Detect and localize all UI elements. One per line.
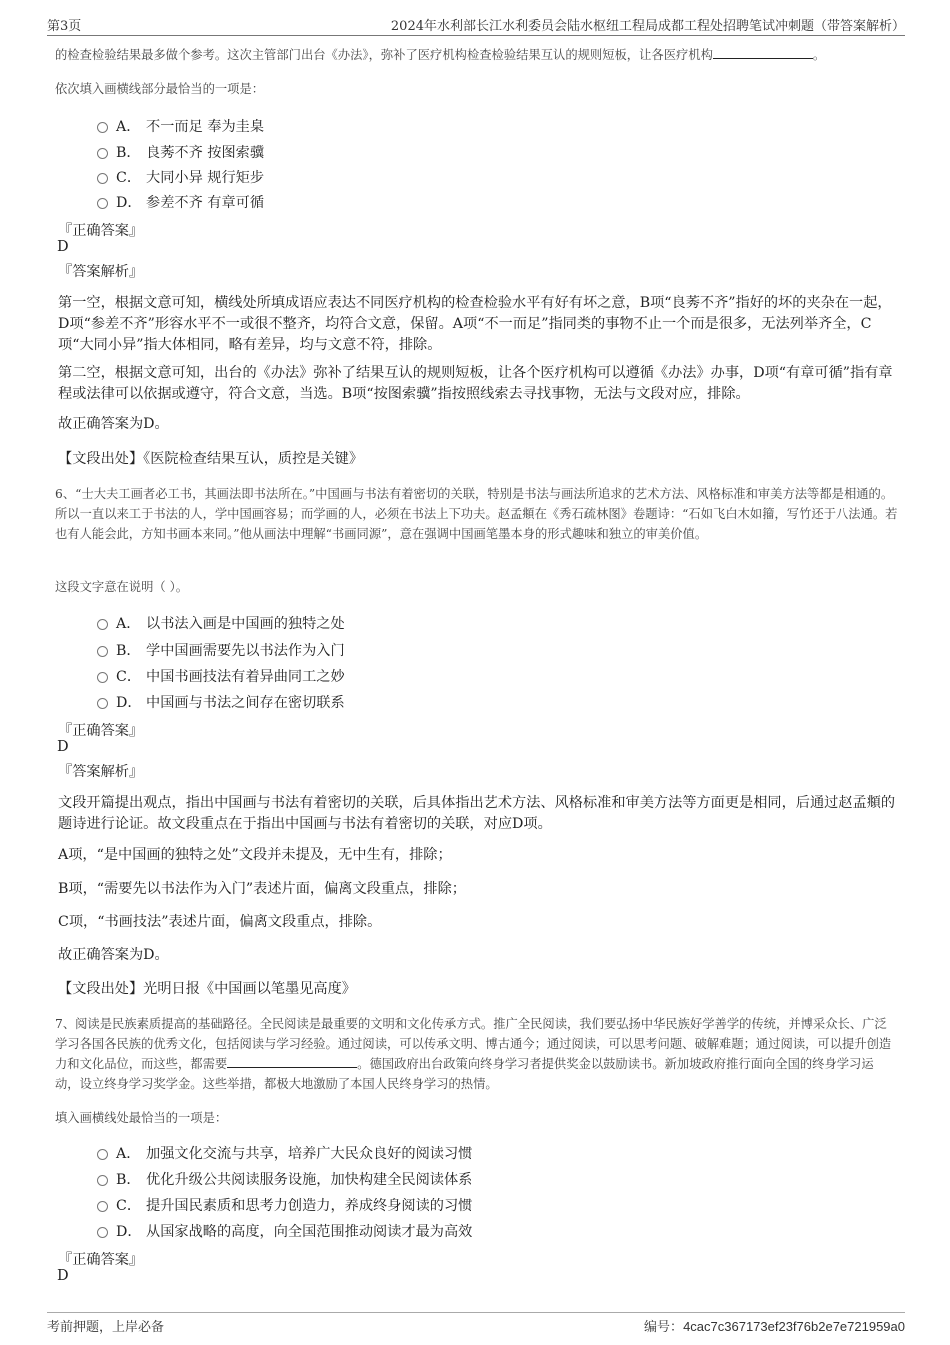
page-footer: [47, 1312, 905, 1335]
q7-blank: [227, 1055, 357, 1068]
page-number: 第3页: [47, 19, 82, 34]
q5-option-d[interactable]: D． 参差不齐 有章可循: [97, 192, 264, 212]
q5-analysis-1: 第一空，根据文意可知，横线处所填成语应表达不同医疗机构的检查检验水平有好有坏之意，B项“良莠不齐”指好的坏的夹杂在一起，D项“参差不齐”形容水平不一或很不整齐，均符合文意，保留。A项“不一而足”指同类的事物不止一个而是很多，无法列举齐全，C项“大同小异”指大体相同，略有差异，均与文意不符，排除。: [58, 295, 892, 353]
footer-slogan: 考前押题，上岸必备: [47, 1320, 165, 1335]
q6-option-d[interactable]: D． 中国画与书法之间存在密切联系: [97, 692, 345, 712]
radio-icon[interactable]: [97, 1227, 108, 1238]
radio-icon[interactable]: [97, 1149, 108, 1160]
document-code: 编号：4cac7c367173ef23f76b2e7e721959a0: [644, 1319, 905, 1335]
radio-icon[interactable]: [97, 122, 108, 133]
q6-option-b[interactable]: B． 学中国画需要先以书法作为入门: [97, 640, 345, 660]
q7-answer: D: [57, 1268, 69, 1284]
q6-option-a[interactable]: A． 以书法入画是中国画的独特之处: [97, 613, 345, 633]
q5-conclusion: 故正确答案为D。: [58, 416, 169, 432]
q6-option-c[interactable]: C． 中国书画技法有着异曲同工之妙: [97, 666, 345, 686]
q5-option-a[interactable]: A． 不一而足 奉为圭臬: [97, 116, 264, 136]
q6-prompt: 这段文字意在说明（ ）。: [55, 580, 189, 594]
q5-blank: [713, 46, 813, 59]
q6-analysis-c: C项，“书画技法”表述片面，偏离文段重点，排除。: [58, 914, 382, 930]
radio-icon[interactable]: [97, 646, 108, 657]
q6-answer: D: [57, 739, 69, 755]
q6-analysis-b: B项，“需要先以书法作为入门”表述片面，偏离文段重点，排除；: [58, 881, 466, 897]
document-title: 2024年水利部长江水利委员会陆水枢纽工程局成都工程处招聘笔试冲刺题（带答案解析）: [390, 19, 905, 34]
q5-option-b[interactable]: B． 良莠不齐 按图索骥: [97, 142, 264, 162]
q6-stem: 6、“士大夫工画者必工书，其画法即书法所在。”中国画与书法有着密切的关联，特别是书法与画法所追求的艺术方法、风格标准和审美方法等都是相通的。所以一直以来工于书法的人，学中国画容易；而学画的人，必须在书法上下功夫。赵孟頫在《秀石疏林图》卷题诗：“石如飞白木如籀，写竹还于八法通。若也有人能会此，方知书画本来同。”他从画法中理解“书画同源”，意在强调中国画笔墨本身的形式趣味和独立的审美价值。: [55, 487, 898, 541]
q6-source: 【文段出处】光明日报《中国画以笔墨见高度》: [58, 981, 356, 997]
q5-option-c[interactable]: C． 大同小异 规行矩步: [97, 167, 264, 187]
q6-analysis-a: A项，“是中国画的独特之处”文段并未提及，无中生有，排除；: [58, 847, 452, 863]
q6-answer-label: 『正确答案』: [58, 723, 144, 739]
q7-prompt: 填入画横线处最恰当的一项是：: [55, 1111, 228, 1125]
q5-stem-tail: 的检查检验结果最多做个参考。这次主管部门出台《办法》，弥补了医疗机构检查检验结果互认的规则短板，让各医疗机构 。: [55, 48, 826, 62]
radio-icon[interactable]: [97, 148, 108, 159]
q7-option-b[interactable]: B． 优化升级公共阅读服务设施，加快构建全民阅读体系: [97, 1169, 472, 1189]
q7-option-d[interactable]: D． 从国家战略的高度，向全国范围推动阅读才最为高效: [97, 1221, 472, 1241]
q5-answer-label: 『正确答案』: [58, 223, 144, 239]
radio-icon[interactable]: [97, 198, 108, 209]
radio-icon[interactable]: [97, 698, 108, 709]
radio-icon[interactable]: [97, 1175, 108, 1186]
q5-analysis-2: 第二空，根据文意可知，出台的《办法》弥补了结果互认的规则短板，让各个医疗机构可以遵循《办法》办事，D项“有章可循”指有章程或法律可以依据或遵守，符合文意，当选。B项“按图索骥”指按照线索去寻找事物，无法与文段对应，排除。: [58, 365, 893, 402]
q6-analysis-label: 『答案解析』: [58, 764, 144, 780]
radio-icon[interactable]: [97, 173, 108, 184]
page-header: [47, 13, 905, 36]
q7-option-a[interactable]: A． 加强文化交流与共享，培养广大民众良好的阅读习惯: [97, 1143, 472, 1163]
q7-stem: 7、阅读是民族素质提高的基础路径。全民阅读是最重要的文明和文化传承方式。推广全民阅读，我们要弘扬中华民族好学善学的传统，并博采众长、广泛学习各国各民族的优秀文化，包括阅读与学习经验。通过阅读，可以传承文明、博古通今；通过阅读，可以思考问题、破解难题；通过阅读，可以提升创造力和文化品位，而这些，都需要 。德国政府出台政策向终身学习者提供奖金以鼓励读书。新加坡政府推行面向全国的终身学习运动，设立终身学习奖学金。这些举措，都极大地激励了本国人民终身学习的热情。: [55, 1017, 892, 1091]
q7-answer-label: 『正确答案』: [58, 1252, 144, 1268]
q5-prompt: 依次填入画横线部分最恰当的一项是：: [55, 82, 265, 96]
q5-analysis-label: 『答案解析』: [58, 264, 144, 280]
q6-conclusion: 故正确答案为D。: [58, 947, 169, 963]
q5-answer: D: [57, 239, 69, 255]
q7-option-c[interactable]: C． 提升国民素质和思考力创造力，养成终身阅读的习惯: [97, 1195, 472, 1215]
q5-source: 【文段出处】《医院检查结果互认，质控是关键》: [58, 451, 364, 467]
radio-icon[interactable]: [97, 1201, 108, 1212]
q6-analysis-1: 文段开篇提出观点，指出中国画与书法有着密切的关联，后具体指出艺术方法、风格标准和审美方法等方面更是相同，后通过赵孟頫的题诗进行论证。故文段重点在于指出中国画与书法有着密切的关联，对应D项。: [58, 795, 896, 832]
radio-icon[interactable]: [97, 672, 108, 683]
radio-icon[interactable]: [97, 619, 108, 630]
